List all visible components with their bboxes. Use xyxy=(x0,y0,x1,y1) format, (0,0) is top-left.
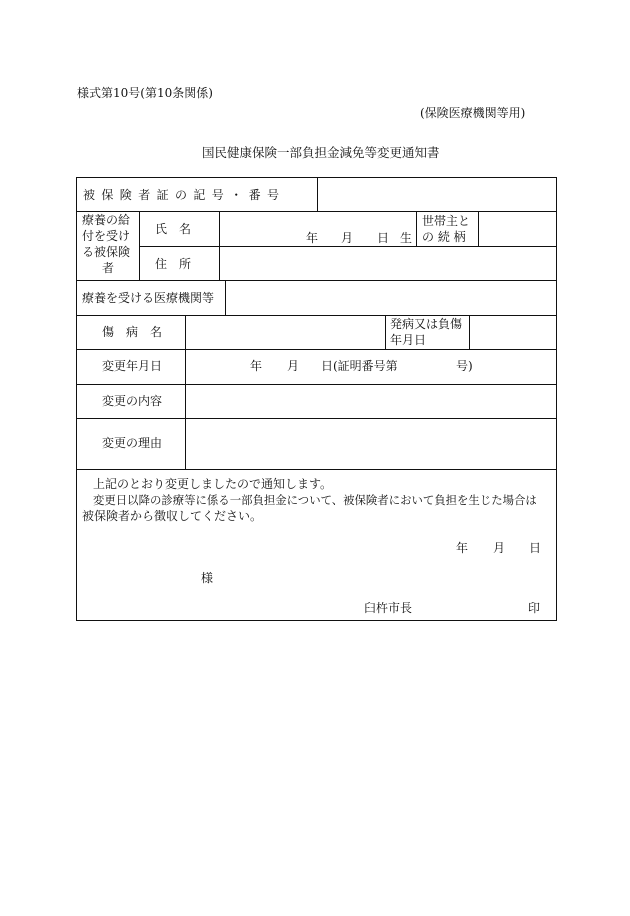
address-field[interactable] xyxy=(220,247,556,280)
notice-date-day: 日 xyxy=(529,541,542,555)
change-date-day-cert: 日(証明番号第 xyxy=(321,359,398,373)
change-date-cert-no: 号) xyxy=(456,359,473,373)
document-title: 国民健康保険一部負担金減免等変更通知書 xyxy=(202,145,440,160)
addressee-suffix: 様 xyxy=(201,571,214,585)
row-divider xyxy=(77,469,556,470)
seal-mark: 印 xyxy=(528,601,541,615)
patient-label-line3: る被保険 xyxy=(82,245,131,259)
facility-label: 療養を受ける医療機関等 xyxy=(82,291,215,305)
issuer-name: 臼杵市長 xyxy=(364,601,413,615)
notice-line-1: 上記のとおり変更しましたので通知します。 xyxy=(93,477,333,491)
notice-date-year: 年 xyxy=(456,541,469,555)
notice-date-month: 月 xyxy=(493,541,506,555)
notice-line-2: 変更日以降の診療等に係る一部負担金について、被保険者において負担を生じた場合は xyxy=(93,493,537,507)
head-relation-field[interactable] xyxy=(479,212,556,246)
notice-line-3: 被保険者から徴収してください。 xyxy=(82,509,263,523)
change-date-month: 月 xyxy=(287,359,300,373)
disease-label: 傷 病 名 xyxy=(102,325,163,339)
onset-date-field[interactable] xyxy=(470,316,556,349)
patient-label-line1: 療養の給 xyxy=(82,213,131,227)
change-content-label: 変更の内容 xyxy=(102,394,163,408)
change-date-year: 年 xyxy=(250,359,263,373)
change-date-label: 変更年月日 xyxy=(102,359,163,373)
notice-form-table xyxy=(76,177,557,621)
form-number: 様式第10号(第10条関係) xyxy=(77,86,213,100)
column-divider xyxy=(139,211,140,280)
head-relation-label-line2: の 続 柄 xyxy=(422,230,466,244)
name-label: 氏 名 xyxy=(155,222,192,236)
onset-label-line1: 発病又は負傷 xyxy=(390,317,463,331)
change-reason-field[interactable] xyxy=(186,419,556,469)
facility-field[interactable] xyxy=(226,281,556,315)
onset-label-line2: 年月日 xyxy=(390,333,427,347)
patient-label-line4: 者 xyxy=(102,261,115,275)
usage-note: (保険医療機関等用) xyxy=(420,106,526,120)
address-label: 住 所 xyxy=(155,257,192,271)
birth-year-label: 年 xyxy=(306,231,319,245)
change-reason-label: 変更の理由 xyxy=(102,436,163,450)
insured-card-value[interactable] xyxy=(318,178,556,211)
birth-suffix-label: 生 xyxy=(400,231,413,245)
column-divider xyxy=(385,315,386,349)
disease-field[interactable] xyxy=(186,316,385,349)
birth-month-label: 月 xyxy=(341,231,354,245)
change-content-field[interactable] xyxy=(186,385,556,418)
patient-label-line2: 付を受け xyxy=(82,229,131,243)
birth-day-label: 日 xyxy=(377,231,390,245)
column-divider xyxy=(416,211,417,246)
row-divider xyxy=(77,349,556,350)
head-relation-label-line1: 世帯主と xyxy=(422,214,471,228)
insured-card-label: 被保険者証の記号・番号 xyxy=(83,188,286,202)
